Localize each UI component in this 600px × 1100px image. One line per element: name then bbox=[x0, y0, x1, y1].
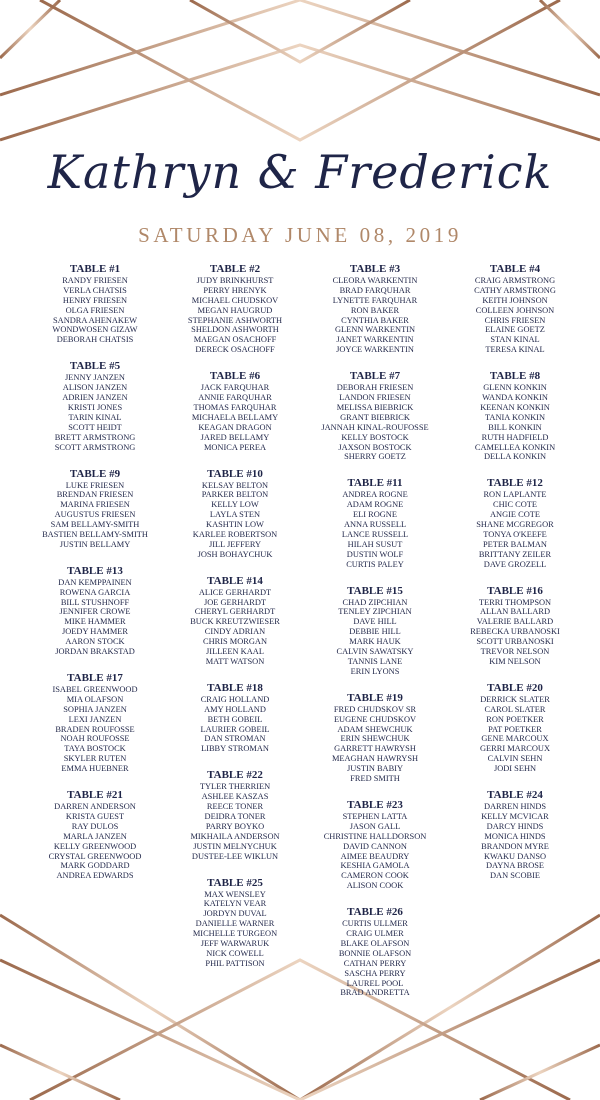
guest-name: EUGENE CHUDSKOV bbox=[333, 714, 417, 724]
table-title: TABLE #16 bbox=[487, 584, 543, 597]
table-title: TABLE #25 bbox=[207, 876, 263, 889]
guest-name: TARIN KINAL bbox=[68, 412, 122, 422]
guest-name: JEFF WARWARUK bbox=[200, 938, 270, 948]
guest-name: CATHY ARMSTRONG bbox=[474, 285, 556, 295]
guest-name: CHRIS MORGAN bbox=[203, 637, 267, 647]
guest-name: ALISON JANZEN bbox=[62, 383, 128, 393]
guest-name: COLLEEN JOHNSON bbox=[475, 305, 555, 315]
table-block bbox=[25, 564, 165, 657]
guest-list bbox=[305, 490, 445, 569]
guest-name: CYNTHIA BAKER bbox=[341, 315, 409, 325]
guest-name: MEAGHAN HAWRYSH bbox=[331, 754, 419, 764]
guest-name: MONICA PEREA bbox=[203, 442, 267, 452]
guest-name: LIBBY STROMAN bbox=[201, 744, 269, 754]
guest-name: CRYSTAL GREENWOOD bbox=[48, 851, 142, 861]
guest-name: DAVID CANNON bbox=[343, 841, 407, 851]
guest-name: KELLY BOSTOCK bbox=[341, 432, 409, 442]
guest-name: CHERYL GERHARDT bbox=[194, 607, 276, 617]
table-title: TABLE #14 bbox=[207, 574, 263, 587]
guest-list bbox=[305, 812, 445, 891]
guest-name: CALVIN SAWATSKY bbox=[336, 647, 414, 657]
table-block bbox=[25, 359, 165, 452]
guest-name: WANDA KONKIN bbox=[482, 393, 548, 403]
guest-list bbox=[445, 695, 585, 774]
guest-name: CURTIS PALEY bbox=[346, 559, 404, 569]
guest-name: LANDON FRIESEN bbox=[339, 393, 411, 403]
guest-name: ANNA RUSSELL bbox=[343, 520, 407, 530]
table-title: TABLE #24 bbox=[487, 789, 543, 802]
top-chevron-line bbox=[190, 0, 410, 62]
guest-name: DANIELLE WARNER bbox=[195, 919, 275, 929]
guest-name: ALISON COOK bbox=[346, 881, 404, 891]
guest-name: THOMAS FARQUHAR bbox=[193, 402, 277, 412]
guest-name: KARLEE ROBERTSON bbox=[192, 529, 278, 539]
table-title: TABLE #18 bbox=[207, 681, 263, 694]
guest-list bbox=[305, 919, 445, 998]
guest-name: DEBORAH FRIESEN bbox=[336, 383, 414, 393]
guest-name: JODI SEHN bbox=[493, 764, 537, 774]
guest-name: MIA OLAFSON bbox=[66, 694, 124, 704]
guest-name: RON POETKER bbox=[486, 714, 544, 724]
guest-name: TERRI THOMPSON bbox=[478, 597, 552, 607]
guest-name: DAYNA BROSE bbox=[485, 861, 545, 871]
guest-list bbox=[305, 598, 445, 677]
guest-name: REECE TONER bbox=[206, 802, 264, 812]
top-chevron-line bbox=[0, 0, 600, 95]
couple-names: Kathryn & Frederick bbox=[47, 145, 553, 199]
guest-name: TERESA KINAL bbox=[485, 345, 545, 355]
guest-name: DAVE HILL bbox=[353, 617, 397, 627]
guest-name: BRENDAN FRIESEN bbox=[56, 490, 134, 500]
guest-name: STAN KINAL bbox=[490, 335, 540, 345]
guest-name: JUSTIN MELNYCHUK bbox=[193, 841, 277, 851]
guest-name: DAN SCOBIE bbox=[489, 871, 541, 881]
guest-name: BRITTANY ZEILER bbox=[478, 549, 552, 559]
guest-name: VERLA CHATSIS bbox=[63, 285, 127, 295]
table-title: TABLE #12 bbox=[487, 477, 543, 490]
guest-name: SHELDON ASHWORTH bbox=[191, 325, 279, 335]
guest-name: JUDY BRINKHURST bbox=[196, 276, 274, 285]
guest-name: STEPHEN LATTA bbox=[342, 812, 408, 821]
bottom-chevron-line bbox=[480, 1045, 600, 1100]
bottom-chevron-line bbox=[0, 1045, 120, 1100]
guest-name: TONYA O'KEEFE bbox=[483, 529, 547, 539]
guest-name: JANET WARKENTIN bbox=[336, 335, 414, 345]
guest-name: PAT POETKER bbox=[488, 724, 542, 734]
guest-list bbox=[165, 383, 305, 452]
guest-name: RAY DULOS bbox=[71, 821, 119, 831]
guest-name: DERRICK SLATER bbox=[480, 694, 550, 704]
top-chevron-line bbox=[540, 0, 600, 58]
guest-name: JENNY JANZEN bbox=[65, 373, 125, 383]
guest-list bbox=[305, 705, 445, 784]
guest-name: PHIL PATTISON bbox=[205, 958, 265, 968]
guest-name: ADRIEN JANZEN bbox=[62, 393, 128, 403]
guest-name: MATT WATSON bbox=[205, 656, 265, 666]
guest-name: ROWENA GARCIA bbox=[59, 587, 131, 597]
guest-name: TAYA BOSTOCK bbox=[64, 744, 126, 754]
guest-list bbox=[445, 276, 585, 355]
guest-list bbox=[25, 578, 165, 657]
guest-name: GENE MARCOUX bbox=[481, 734, 549, 744]
guest-name: BRETT ARMSTRONG bbox=[54, 432, 136, 442]
guest-name: BETH GOBEIL bbox=[207, 714, 263, 724]
table-block bbox=[165, 369, 305, 452]
guest-name: RUTH HADFIELD bbox=[481, 432, 549, 442]
table-title: TABLE #2 bbox=[209, 263, 261, 275]
guest-name: ADAM ROGNE bbox=[346, 500, 404, 510]
guest-name: CINDY ADRIAN bbox=[204, 627, 266, 637]
guest-name: CAMELLEA KONKIN bbox=[474, 442, 556, 452]
guest-name: STEPHANIE ASHWORTH bbox=[187, 315, 283, 325]
guest-name: KEENAN KONKIN bbox=[480, 402, 550, 412]
top-chevron-line bbox=[0, 0, 60, 58]
table-block bbox=[305, 584, 445, 677]
guest-list bbox=[165, 890, 305, 969]
guest-name: HENRY FRIESEN bbox=[62, 295, 128, 305]
table-block bbox=[445, 584, 585, 667]
guest-name: LEXI JANZEN bbox=[68, 714, 122, 724]
guest-list bbox=[165, 695, 305, 754]
guest-list bbox=[165, 588, 305, 667]
guest-name: KESHIA GAMOLA bbox=[340, 861, 410, 871]
guest-list bbox=[445, 598, 585, 667]
guest-name: SOPHIA JANZEN bbox=[63, 704, 127, 714]
guest-name: KRISTI JONES bbox=[67, 402, 123, 412]
guest-name: WONDWOSEN GIZAW bbox=[52, 325, 138, 335]
table-title: TABLE #17 bbox=[67, 672, 123, 684]
guest-name: CRAIG HOLLAND bbox=[200, 694, 270, 704]
guest-list bbox=[25, 481, 165, 550]
guest-name: KATELYN VEAR bbox=[203, 899, 267, 909]
guest-name: ALLAN BALLARD bbox=[479, 607, 551, 617]
guest-name: LAYLA STEN bbox=[209, 510, 261, 520]
guest-name: KEITH JOHNSON bbox=[482, 295, 548, 305]
guest-name: ANGIE COTE bbox=[489, 510, 540, 520]
guest-name: MIKHAILA ANDERSON bbox=[190, 831, 280, 841]
guest-name: JOE GERHARDT bbox=[203, 597, 267, 607]
guest-name: NOAH ROUFOSSE bbox=[60, 734, 130, 744]
guest-name: CRAIG ARMSTRONG bbox=[474, 276, 556, 285]
guest-name: KEAGAN DRAGON bbox=[198, 422, 272, 432]
guest-list bbox=[165, 782, 305, 861]
table-title: TABLE #1 bbox=[69, 263, 121, 275]
guest-name: MARK GODDARD bbox=[60, 861, 130, 871]
guest-name: DAN KEMPPAINEN bbox=[58, 577, 132, 587]
guest-name: ANDREA EDWARDS bbox=[56, 871, 134, 881]
guest-name: GLENN KONKIN bbox=[483, 383, 547, 393]
guest-name: CURTIS ULLMER bbox=[342, 919, 408, 929]
guest-name: BRAD FARQUHAR bbox=[339, 285, 411, 295]
guest-name: HILAH SUSUT bbox=[347, 539, 403, 549]
guest-name: CATHAN PERRY bbox=[343, 958, 407, 968]
table-title: TABLE #8 bbox=[489, 370, 541, 383]
table-block bbox=[445, 788, 585, 881]
table-title: TABLE #19 bbox=[347, 691, 403, 704]
table-title: TABLE #23 bbox=[347, 799, 403, 811]
guest-list bbox=[25, 685, 165, 774]
table-block bbox=[25, 788, 165, 881]
guest-name: CAROL SLATER bbox=[484, 704, 546, 714]
guest-name: SANDRA AHENAKEW bbox=[53, 315, 137, 325]
guest-name: JILLEEN KAAL bbox=[206, 647, 264, 657]
guest-name: KWAKU DANSO bbox=[483, 851, 547, 861]
guest-name: JOSH BOHAYCHUK bbox=[197, 549, 273, 559]
table-block bbox=[165, 574, 305, 667]
table-block bbox=[165, 681, 305, 754]
guest-name: KIM NELSON bbox=[489, 656, 541, 666]
guest-name: JUSTIN BABIY bbox=[346, 764, 404, 774]
guest-name: AARON STOCK bbox=[65, 637, 125, 647]
guest-name: GARRETT HAWRYSH bbox=[334, 744, 416, 754]
guest-list bbox=[445, 490, 585, 569]
guest-name: DEBBIE HILL bbox=[349, 627, 401, 637]
guest-name: KELSAY BELTON bbox=[201, 480, 269, 490]
guest-name: DARREN ANDERSON bbox=[54, 802, 136, 812]
bottom-chevron-line bbox=[0, 960, 600, 1100]
guest-name: DELLA KONKIN bbox=[483, 452, 547, 462]
guest-name: BRAD ANDRETTA bbox=[340, 988, 410, 998]
top-chevron-line bbox=[40, 0, 560, 140]
table-block bbox=[445, 476, 585, 569]
guest-name: SAM BELLAMY-SMITH bbox=[50, 520, 140, 530]
guest-name: REBECKA URBANOSKI bbox=[470, 627, 560, 637]
guest-name: AMY HOLLAND bbox=[204, 704, 266, 714]
guest-name: DAN STROMAN bbox=[204, 734, 266, 744]
guest-name: ALICE GERHARDT bbox=[198, 587, 272, 597]
table-block bbox=[305, 905, 445, 998]
guest-name: ELI ROGNE bbox=[353, 510, 397, 520]
guest-name: TYLER THERRIEN bbox=[199, 782, 271, 792]
table-title: TABLE #11 bbox=[347, 477, 403, 490]
guest-name: AUGUSTUS FRIESEN bbox=[54, 510, 136, 520]
guest-name: JANNAH KINAL-ROUFOSSE bbox=[321, 422, 429, 432]
table-block bbox=[165, 467, 305, 560]
guest-name: SCOTT ARMSTRONG bbox=[54, 442, 136, 452]
table-title: TABLE #26 bbox=[347, 906, 403, 919]
guest-name: LUKE FRIESEN bbox=[65, 480, 125, 490]
table-title: TABLE #20 bbox=[487, 681, 543, 694]
table-block bbox=[165, 876, 305, 969]
guest-name: BILL KONKIN bbox=[488, 422, 542, 432]
table-title: TABLE #9 bbox=[69, 467, 121, 480]
guest-name: FRED SMITH bbox=[350, 774, 400, 784]
guest-name: JAXSON BOSTOCK bbox=[338, 442, 412, 452]
guest-name: RANDY FRIESEN bbox=[62, 276, 128, 285]
guest-name: LYNETTE FARQUHAR bbox=[332, 295, 418, 305]
guest-list bbox=[25, 373, 165, 452]
guest-name: CHRISTINE HALLDORSON bbox=[323, 831, 427, 841]
guest-name: SHERRY GOETZ bbox=[344, 452, 406, 462]
guest-name: DEIDRA TONER bbox=[204, 811, 266, 821]
guest-name: AIMEE BEAUDRY bbox=[340, 851, 410, 861]
guest-name: ELAINE GOETZ bbox=[485, 325, 545, 335]
guest-name: RON LAPLANTE bbox=[483, 490, 547, 500]
guest-name: RON BAKER bbox=[350, 305, 400, 315]
guest-name: MARINA FRIESEN bbox=[60, 500, 130, 510]
guest-name: CHAD ZIPCHIAN bbox=[342, 597, 408, 607]
guest-name: BASTIEN BELLAMY-SMITH bbox=[42, 529, 148, 539]
guest-name: ANNIE FARQUHAR bbox=[198, 393, 272, 403]
guest-name: JARED BELLAMY bbox=[200, 432, 270, 442]
bottom-chevron-line bbox=[30, 960, 570, 1100]
table-block bbox=[305, 798, 445, 891]
table-title: TABLE #3 bbox=[349, 263, 401, 275]
guest-name: MARK HAUK bbox=[349, 637, 401, 647]
guest-name: TANNIS LANE bbox=[347, 656, 403, 666]
table-title: TABLE #15 bbox=[347, 584, 403, 597]
guest-name: TANIA KONKIN bbox=[484, 412, 546, 422]
guest-name: JORDAN BRAKSTAD bbox=[55, 647, 135, 657]
guest-name: JASON GALL bbox=[349, 821, 401, 831]
guest-name: SASCHA PERRY bbox=[344, 968, 406, 978]
table-block bbox=[445, 681, 585, 774]
guest-name: CRAIG ULMER bbox=[346, 929, 404, 939]
guest-name: DUSTIN WOLF bbox=[346, 549, 404, 559]
guest-name: PERRY HRENYK bbox=[203, 285, 267, 295]
guest-name: MONICA HINDS bbox=[484, 831, 546, 841]
guest-name: EMMA HUEBNER bbox=[61, 764, 129, 774]
guest-name: NICK COWELL bbox=[206, 948, 264, 958]
guest-name: JUSTIN BELLAMY bbox=[59, 539, 131, 549]
table-title: TABLE #21 bbox=[67, 789, 123, 802]
guest-name: LAUREL POOL bbox=[346, 978, 404, 988]
table-title: TABLE #13 bbox=[67, 564, 123, 577]
guest-name: JORDYN DUVAL bbox=[203, 909, 267, 919]
guest-name: KASHTIN LOW bbox=[206, 520, 264, 530]
guest-name: DERECK OSACHOFF bbox=[195, 345, 275, 355]
guest-name: JOEDY HAMMER bbox=[62, 627, 128, 637]
table-block bbox=[445, 262, 585, 355]
guest-name: ERIN LYONS bbox=[350, 666, 400, 676]
guest-list bbox=[445, 802, 585, 881]
guest-name: PARRY BOYKO bbox=[205, 821, 265, 831]
guest-name: LANCE RUSSELL bbox=[341, 529, 409, 539]
guest-name: SCOTT HEIDT bbox=[68, 422, 122, 432]
guest-list bbox=[25, 276, 165, 345]
guest-name: GRANT BIEBRICK bbox=[340, 412, 410, 422]
guest-name: MAEGAN OSACHOFF bbox=[193, 335, 277, 345]
guest-name: GERRI MARCOUX bbox=[479, 744, 551, 754]
table-block bbox=[25, 467, 165, 550]
guest-name: KELLY LOW bbox=[211, 500, 259, 510]
guest-name: ASHLEE KASZAS bbox=[201, 792, 269, 802]
guest-name: MICHAELA BELLAMY bbox=[191, 412, 279, 422]
guest-name: DEBORAH CHATSIS bbox=[56, 335, 134, 345]
guest-name: JOYCE WARKENTIN bbox=[336, 345, 414, 355]
guest-name: CHIC COTE bbox=[493, 500, 537, 510]
table-title: TABLE #5 bbox=[69, 360, 121, 373]
guest-name: JENNIFER CROWE bbox=[59, 607, 131, 617]
guest-name: OLGA FRIESEN bbox=[65, 305, 125, 315]
guest-name: TENLEY ZIPCHIAN bbox=[338, 607, 412, 617]
table-block bbox=[165, 262, 305, 355]
guest-name: VALERIE BALLARD bbox=[476, 617, 554, 627]
guest-name: MICHELLE TURGEON bbox=[192, 929, 278, 939]
guest-name: TREVOR NELSON bbox=[480, 647, 550, 657]
guest-name: BRADEN ROUFOSSE bbox=[55, 724, 135, 734]
guest-name: CAMERON COOK bbox=[341, 871, 409, 881]
guest-name: KELLY MCVICAR bbox=[481, 811, 549, 821]
guest-name: SCOTT URBANOSKI bbox=[476, 637, 554, 647]
guest-name: MICHAEL CHUDSKOV bbox=[191, 295, 279, 305]
guest-list bbox=[445, 383, 585, 462]
table-title: TABLE #7 bbox=[349, 370, 401, 383]
guest-name: SKYLER RUTEN bbox=[63, 754, 127, 764]
table-title: TABLE #10 bbox=[207, 467, 263, 480]
guest-name: PETER BALMAN bbox=[483, 539, 547, 549]
guest-name: GLENN WARKENTIN bbox=[334, 325, 416, 335]
guest-name: BONNIE OLAFSON bbox=[338, 948, 412, 958]
guest-name: MELISSA BIEBRICK bbox=[336, 402, 414, 412]
guest-name: DARCY HINDS bbox=[486, 821, 544, 831]
guest-name: ADAM SHEWCHUK bbox=[337, 724, 413, 734]
guest-name: PARKER BELTON bbox=[201, 490, 269, 500]
guest-name: BRANDON MYRE bbox=[481, 841, 549, 851]
guest-name: JACK FARQUHAR bbox=[200, 383, 270, 393]
guest-name: FRED CHUDSKOV SR bbox=[333, 704, 417, 714]
guest-name: DAVE GROZELL bbox=[483, 559, 547, 569]
table-title: TABLE #22 bbox=[207, 769, 263, 782]
guest-list bbox=[305, 276, 445, 355]
guest-name: MARLA JANZEN bbox=[63, 831, 127, 841]
guest-name: ISABEL GREENWOOD bbox=[52, 685, 138, 694]
table-title: TABLE #4 bbox=[489, 263, 541, 275]
guest-name: MIKE HAMMER bbox=[64, 617, 126, 627]
guest-list bbox=[305, 383, 445, 462]
guest-list bbox=[165, 276, 305, 355]
guest-name: BILL STUSHNOFF bbox=[60, 597, 130, 607]
guest-name: CALVIN SEHN bbox=[487, 754, 543, 764]
guest-name: KRISTA GUEST bbox=[65, 811, 125, 821]
top-chevron-line bbox=[0, 45, 600, 140]
table-block bbox=[305, 262, 445, 355]
guest-name: SHANE MCGREGOR bbox=[476, 520, 554, 530]
table-block bbox=[305, 691, 445, 784]
guest-name: BUCK KREUTZWIESER bbox=[190, 617, 280, 627]
table-block bbox=[305, 369, 445, 462]
table-block bbox=[445, 369, 585, 462]
guest-name: DUSTEE-LEE WIKLUN bbox=[191, 851, 279, 861]
guest-name: CLEORA WARKENTIN bbox=[332, 276, 418, 285]
guest-name: JILL JEFFERY bbox=[208, 539, 262, 549]
table-block bbox=[305, 476, 445, 569]
guest-name: BLAKE OLAFSON bbox=[340, 938, 410, 948]
guest-name: CHRIS FRIESEN bbox=[484, 315, 546, 325]
table-block bbox=[25, 671, 165, 774]
guest-name: LAURIER GOBEIL bbox=[200, 724, 270, 734]
guest-name: MAX WENSLEY bbox=[204, 889, 266, 899]
guest-name: DARREN HINDS bbox=[483, 802, 547, 812]
table-block bbox=[25, 262, 165, 345]
guest-name: ANDREA ROGNE bbox=[342, 490, 408, 500]
guest-list bbox=[25, 802, 165, 881]
wedding-date: SATURDAY JUNE 08, 2019 bbox=[138, 223, 462, 247]
guest-name: KELLY GREENWOOD bbox=[53, 841, 137, 851]
guest-name: ERIN SHEWCHUK bbox=[340, 734, 410, 744]
table-block bbox=[165, 768, 305, 861]
guest-name: MEGAN HAUGRUD bbox=[197, 305, 273, 315]
table-title: TABLE #6 bbox=[209, 370, 261, 383]
guest-list bbox=[165, 481, 305, 560]
